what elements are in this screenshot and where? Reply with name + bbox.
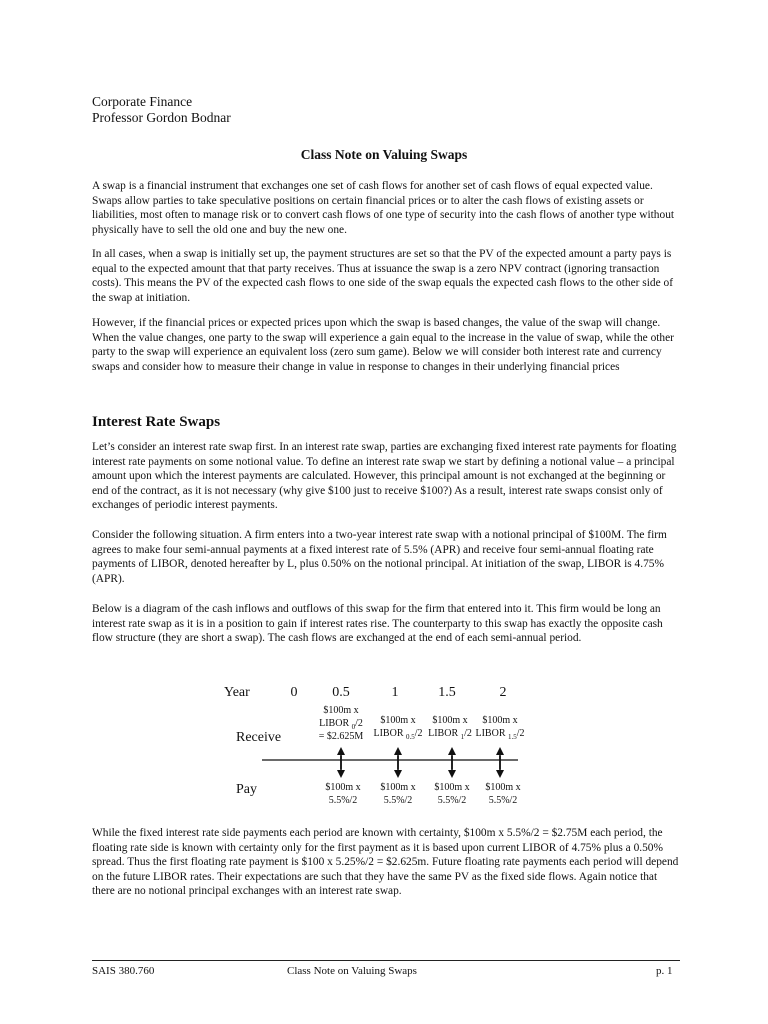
intro-paragraph-1: A swap is a financial instrument that exchanges one set of cash flows for another set of cash flows of equal expected value. Swaps allow parties to take speculative positions on certain financial prices or to alter the cash flows of existing assets or liabilities, most often to manage risk or to convert cash flows of one type of security into the cash flows of another type without physically have to sell the old one and buy the new one. bbox=[92, 180, 675, 236]
course-name: Corporate Finance bbox=[92, 94, 193, 109]
receive-flow-1-5-line1: $100m x bbox=[432, 715, 468, 726]
receive-label: Receive bbox=[236, 730, 282, 745]
receive-flow-0-5-line1: $100m x bbox=[323, 705, 359, 716]
pay-flow-1-5-line1: $100m x bbox=[434, 782, 470, 793]
receive-flow-1-libor: LIBOR $_{0.5}$/2 bbox=[373, 728, 423, 741]
year-tick-1-5: 1.5 bbox=[438, 685, 456, 700]
year-tick-0-5: 0.5 bbox=[332, 685, 350, 700]
body-paragraph-1: Let’s consider an interest rate swap first. In an interest rate swap, parties are exchanging fixed interest rate payments for floating interest rate payments on some notional value. To define an interest rate swap we start by defining a notional value – a principal amount upon which the interest payments are calculated. However, this principal amount is not exchanged at the beginning or end of the contract, as it is not necessary (why give $100 just to receive $100?) As a result, interest rate swaps consist only of exchanges of periodic interest payments. bbox=[92, 441, 677, 512]
year-label: Year bbox=[224, 685, 250, 700]
footer-page-number: p. 1 bbox=[656, 965, 673, 977]
section-heading: Interest Rate Swaps bbox=[92, 414, 221, 430]
closing-paragraph: While the fixed interest rate side payments each period are known with certainty, $100m x 5.5%/2 = $2.75M each period, the floating rate side is known with certainty only for the first payment as it is based upon current LIBOR of 4.75% plus a 0.50% spread. Thus the first floating rate payment is $100 x 5.25%/2 = $2.625m. Future floating rate payments each period will depend on the future LIBOR rates. Their expectations are such that they have the same PV as the fixed side flows. Again notice that there are no notional principal exchanges with an interest rate swap. bbox=[92, 827, 679, 898]
body-paragraph-3: Below is a diagram of the cash inflows and outflows of this swap for the firm that entered into it. This firm would be long an interest rate swap as it is in a position to gain if interest rates rise. The counterparty to this swap has exactly the opposite cash flow structure (they are short a swap). The cash flows are exchanged at the end of each semi-annual period. bbox=[92, 603, 663, 645]
pay-flow-0-5-line1: $100m x bbox=[325, 782, 361, 793]
receive-flow-0-5-libor: LIBOR $_0$/2 bbox=[319, 718, 363, 731]
pay-flow-1-line1: $100m x bbox=[380, 782, 416, 793]
year-tick-1: 1 bbox=[391, 685, 399, 700]
professor-name: Professor Gordon Bodnar bbox=[92, 109, 231, 125]
year-tick-2: 2 bbox=[499, 685, 507, 700]
footer-title: Class Note on Valuing Swaps bbox=[287, 965, 417, 977]
receive-flow-2-line1: $100m x bbox=[482, 715, 518, 726]
receive-flow-1-5-libor: LIBOR $_1$/2 bbox=[428, 728, 472, 741]
body-paragraph-2: Consider the following situation. A firm enters into a two-year interest rate swap with a notional principal of $100M. The firm agrees to make four semi-annual payments at a fixed interest rate of 5.5% (APR) and receive four semi-annual floating rate payments of LIBOR, denoted hereafter by L, plus 0.50% on the notional principal. At initiation of the swap, LIBOR is 4.75% (APR). bbox=[92, 529, 667, 585]
pay-label: Pay bbox=[236, 782, 257, 797]
footer-course-code: SAIS 380.760 bbox=[92, 965, 155, 977]
receive-flow-2-libor: LIBOR $_{1.5}$/2 bbox=[475, 728, 525, 741]
document-title: Class Note on Valuing Swaps bbox=[300, 147, 468, 162]
footer-divider bbox=[92, 960, 680, 961]
pay-flow-1-5-line2: 5.5%/2 bbox=[437, 795, 467, 806]
receive-flow-1-line1: $100m x bbox=[380, 715, 416, 726]
receive-flow-0-5-amount: = $2.625M bbox=[318, 731, 364, 742]
pay-flow-0-5-line2: 5.5%/2 bbox=[328, 795, 358, 806]
intro-paragraph-2: In all cases, when a swap is initially set up, the payment structures are set so that the PV of the expected amount a party pays is equal to the expected amount that that party receives. Thus at issuance the swap is a zero NPV contract (ignoring transaction costs). This means the PV of the expected cash flows to one side of the swap equals the expected cash flows to the other side of the swap at initiation. bbox=[92, 248, 673, 304]
document-header bbox=[92, 94, 231, 125]
cash-flow-diagram bbox=[0, 680, 768, 820]
pay-flow-2-line2: 5.5%/2 bbox=[488, 795, 518, 806]
intro-paragraph-3: However, if the financial prices or expected prices upon which the swap is based changes, the value of the swap will change. When the value changes, one party to the swap will experience a gain equal to the increase in the value of swap, while the other party to the swap will experience an equivalent loss (zero sum game). Below we will consider both interest rate and currency swaps and consider how to measure their change in value in response to changes in their underlying financial prices bbox=[92, 317, 674, 373]
pay-flow-2-line1: $100m x bbox=[485, 782, 521, 793]
pay-flow-1-line2: 5.5%/2 bbox=[383, 795, 413, 806]
year-tick-0: 0 bbox=[290, 685, 298, 700]
